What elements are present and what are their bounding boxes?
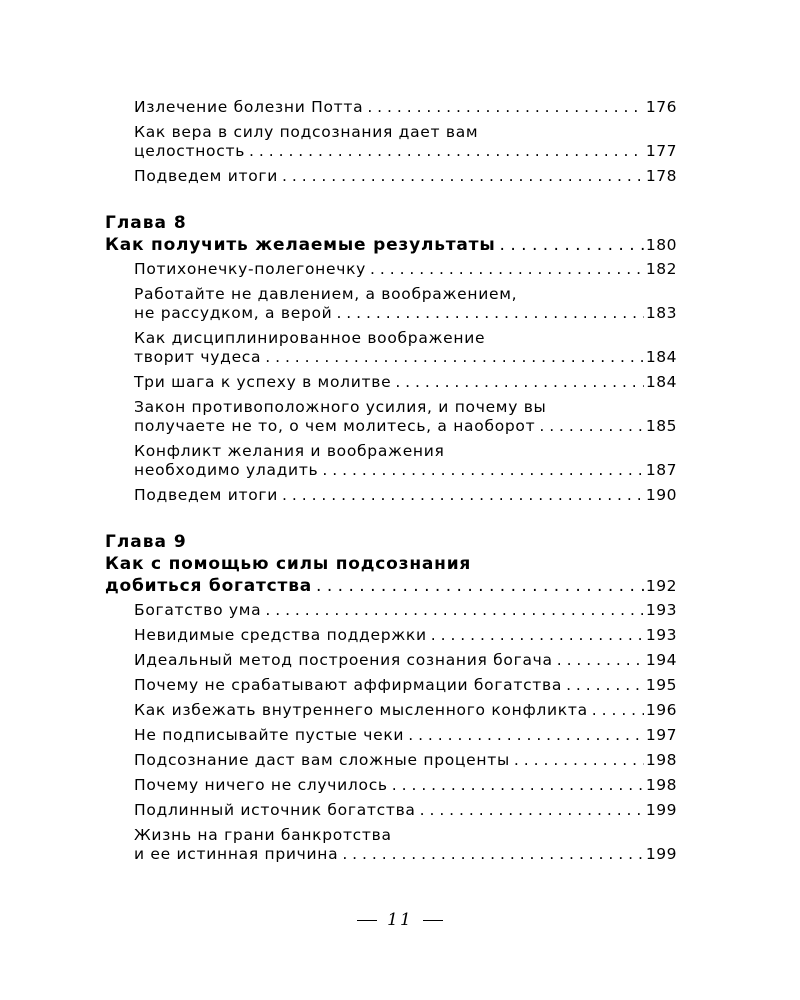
toc-entry-line <box>134 348 677 367</box>
toc-page-number: 198 <box>645 751 677 769</box>
toc-page-number: 184 <box>645 348 677 366</box>
toc-entry[interactable] <box>105 442 677 480</box>
toc-page-number: 182 <box>645 260 677 278</box>
dot-leader <box>265 348 644 367</box>
folio-dash-right <box>423 920 443 921</box>
toc-entry-line <box>134 461 677 480</box>
toc-entry-line <box>134 398 677 417</box>
toc-page-number: 185 <box>645 417 677 435</box>
dot-leader <box>392 776 644 795</box>
toc-entry-line <box>134 651 677 670</box>
toc-entry-text: необходимо уладить <box>134 461 319 479</box>
toc-entry-text: целостность <box>134 142 246 160</box>
toc-page-number: 193 <box>645 601 677 619</box>
toc-entry[interactable] <box>105 676 677 695</box>
dot-leader <box>282 167 644 186</box>
toc-entry[interactable] <box>105 398 677 436</box>
chapter-title-text: добиться богатства <box>105 576 313 596</box>
dot-leader <box>342 845 644 864</box>
dot-leader <box>322 461 644 480</box>
toc-entry-text: Богатство ума <box>134 601 262 619</box>
page-number <box>0 910 800 930</box>
toc-entry[interactable] <box>105 260 677 279</box>
toc-entry-text: Подлинный источник богатства <box>134 801 416 819</box>
toc-entry-text: Потихонечку-полегонечку <box>134 260 367 278</box>
toc-entry-line <box>134 776 677 795</box>
toc-entry-line <box>134 142 677 161</box>
dot-leader <box>367 98 644 117</box>
dot-leader <box>265 601 644 620</box>
toc-entry-line <box>134 285 677 304</box>
toc-entry-line <box>134 626 677 645</box>
toc-entry-text: Идеальный метод построения сознания богача <box>134 651 553 669</box>
toc-entry[interactable] <box>105 651 677 670</box>
toc-entry[interactable] <box>105 373 677 392</box>
toc-page-number: 177 <box>645 142 677 160</box>
toc-entry-line <box>134 442 677 461</box>
toc-entry-line <box>134 676 677 695</box>
toc-entry-line <box>134 601 677 620</box>
toc-entry-text: Как избежать внутреннего мысленного конфликта <box>134 701 588 719</box>
toc-entry-text: творит чудеса <box>134 348 262 366</box>
toc-page-number: 194 <box>645 651 677 669</box>
toc-entry-text: Закон противоположного усилия, и почему вы <box>134 398 547 416</box>
toc-entry[interactable] <box>105 776 677 795</box>
toc-entry-text: Как вера в силу подсознания дает вам <box>134 123 479 141</box>
dot-leader <box>336 304 643 323</box>
toc-entry-line <box>134 826 677 845</box>
dot-leader <box>592 701 644 720</box>
toc-entry-text: Почему ничего не случилось <box>134 776 388 794</box>
toc-entry-line <box>134 845 677 864</box>
toc-entry-text: Три шага к успеху в молитве <box>134 373 392 391</box>
toc-entry-line <box>134 98 677 117</box>
toc-entry-text: не рассудком, а верой <box>134 304 333 322</box>
toc-entry-line <box>134 123 677 142</box>
toc-entry-line <box>134 751 677 770</box>
toc-page-number: 192 <box>645 577 677 595</box>
toc-entry[interactable] <box>105 601 677 620</box>
toc-entry-text: Жизнь на грани банкротства <box>134 826 392 844</box>
toc-entry[interactable] <box>105 801 677 820</box>
toc-entry[interactable] <box>105 98 677 117</box>
toc-entry-line <box>134 701 677 720</box>
toc-page-number: 195 <box>645 676 677 694</box>
dot-leader <box>316 575 644 597</box>
toc-entry[interactable] <box>105 701 677 720</box>
toc-entry-text: Как дисциплинированное воображение <box>134 329 486 347</box>
toc-entry-text: получаете не то, о чем молитесь, а наоборот <box>134 417 536 435</box>
chapter-8-title <box>105 234 677 256</box>
toc-entry-line <box>134 417 677 436</box>
chapter-title-line <box>105 575 677 597</box>
toc-entry[interactable] <box>105 726 677 745</box>
toc-entry[interactable] <box>105 486 677 505</box>
toc-entry-text: Конфликт желания и воображения <box>134 442 445 460</box>
toc-page-number: 193 <box>645 626 677 644</box>
toc-entry-line <box>134 726 677 745</box>
toc-entry-text: и ее истинная причина <box>134 845 339 863</box>
toc-entry[interactable] <box>105 751 677 770</box>
toc-entry-text: Подсознание даст вам сложные проценты <box>134 751 510 769</box>
chapter-8-entries <box>105 260 677 505</box>
toc-page-number: 180 <box>645 236 677 254</box>
toc-entry-line <box>134 167 677 186</box>
dot-leader <box>500 234 644 256</box>
toc-page-number: 199 <box>645 801 677 819</box>
toc-entry-text: Невидимые средства поддержки <box>134 626 427 644</box>
toc-entry[interactable] <box>105 285 677 323</box>
toc-entry-text: Подведем итоги <box>134 486 279 504</box>
toc-page-number: 176 <box>645 98 677 116</box>
toc-entry-text: Не подписывайте пустые чеки <box>134 726 405 744</box>
toc-entry[interactable] <box>105 626 677 645</box>
toc-entry-line <box>134 329 677 348</box>
dot-leader <box>249 142 644 161</box>
toc-entry-line <box>134 486 677 505</box>
toc-page-number: 198 <box>645 776 677 794</box>
dot-leader <box>514 751 644 770</box>
toc-entry[interactable] <box>105 123 677 161</box>
toc-entry-line <box>134 260 677 279</box>
dot-leader <box>539 417 644 436</box>
chapter-title-text: Как получить желаемые результаты <box>105 235 496 255</box>
chapter-9-entries <box>105 601 677 864</box>
chapter-9-label: Глава 9 <box>105 532 187 552</box>
dot-leader <box>431 626 644 645</box>
chapter-9-title <box>105 553 677 597</box>
dot-leader <box>408 726 644 745</box>
toc-entry-text: Излечение болезни Потта <box>134 98 364 116</box>
toc-page-number: 197 <box>645 726 677 744</box>
toc-entry-line <box>134 801 677 820</box>
toc-entry-line <box>134 304 677 323</box>
toc-page-number: 184 <box>645 373 677 391</box>
toc-entry-text: Почему не срабатывают аффирмации богатства <box>134 676 563 694</box>
toc-entry-text: Работайте не давлением, а воображением, <box>134 285 518 303</box>
toc-page-number: 187 <box>645 461 677 479</box>
toc-entry[interactable] <box>105 329 677 367</box>
dot-leader <box>370 260 644 279</box>
toc-page-number: 196 <box>645 701 677 719</box>
toc-page-number: 190 <box>645 486 677 504</box>
chapter-title-line <box>105 553 677 575</box>
dot-leader <box>420 801 644 820</box>
toc-entry-text: Подведем итоги <box>134 167 279 185</box>
toc-entry[interactable] <box>105 167 677 186</box>
folio-dash-left <box>357 920 377 921</box>
chapter-title-line <box>105 234 677 256</box>
table-of-contents <box>105 98 677 870</box>
chapter-title-text: Как с помощью силы подсознания <box>105 554 472 574</box>
toc-page-number: 183 <box>645 304 677 322</box>
dot-leader <box>566 676 644 695</box>
dot-leader <box>282 486 644 505</box>
toc-page-number: 199 <box>645 845 677 863</box>
top-entries <box>105 98 677 186</box>
chapter-8-label: Глава 8 <box>105 213 187 233</box>
toc-page-number: 178 <box>645 167 677 185</box>
toc-entry-line <box>134 373 677 392</box>
dot-leader <box>395 373 644 392</box>
folio-number: 11 <box>387 910 413 930</box>
dot-leader <box>557 651 644 670</box>
toc-entry[interactable] <box>105 826 677 864</box>
